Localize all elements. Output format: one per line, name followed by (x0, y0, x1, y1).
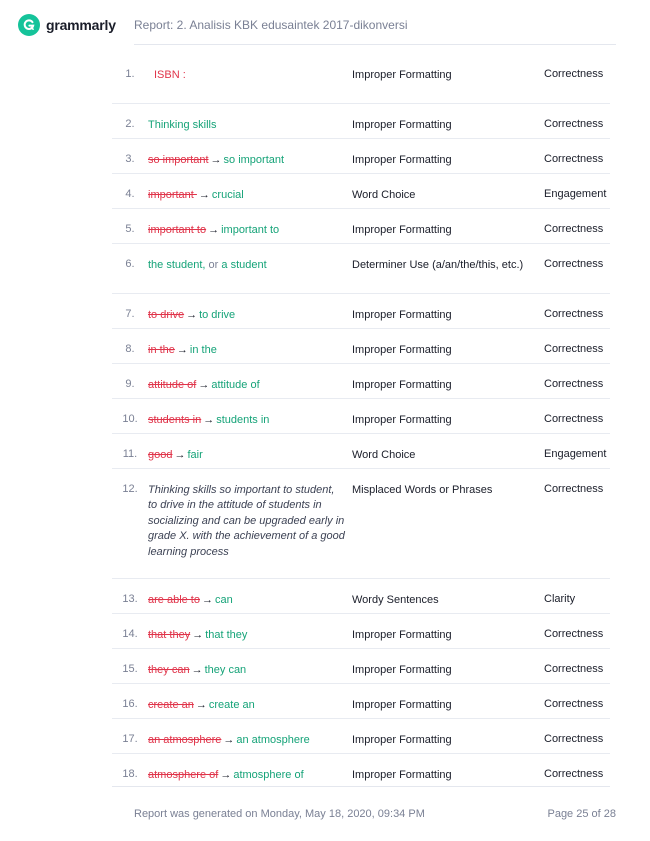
issue-type: Determiner Use (a/an/the/this, etc.) (352, 259, 524, 271)
table-row (112, 719, 610, 754)
issue-category: Engagement (544, 188, 607, 200)
inserted-text: crucial (211, 189, 244, 201)
row-number: 13. (122, 593, 138, 605)
suggestion-cell (148, 483, 352, 578)
table-row (112, 364, 610, 399)
issue-type: Improper Formatting (352, 699, 452, 711)
table-row (112, 329, 610, 364)
row-number: 14. (122, 628, 138, 640)
issue-type: Improper Formatting (352, 344, 452, 356)
issue-category: Correctness (544, 223, 604, 235)
issue-category: Correctness (544, 413, 604, 425)
arrow-icon: → (191, 664, 203, 676)
inserted-text: they can (204, 664, 247, 676)
row-number: 7. (125, 308, 135, 320)
issue-type: Word Choice (352, 449, 416, 461)
issue-category: Correctness (544, 378, 604, 390)
suggestion-cell (148, 118, 352, 138)
issue-category: Engagement (544, 448, 607, 460)
issue-category: Correctness (544, 343, 604, 355)
inserted-text: so important (223, 154, 285, 166)
arrow-icon: → (210, 154, 222, 166)
issue-type: Improper Formatting (352, 224, 452, 236)
issue-category: Correctness (544, 628, 604, 640)
row-number: 12. (122, 483, 138, 495)
flagged-sentence: Thinking skills so important to student, to drive in the attitude of students in socializing and can be upgraded early in grade X. with the achievement of a good learning process (148, 484, 345, 558)
original-text: ISBN : (154, 69, 186, 81)
suggestion-cell (148, 413, 352, 433)
arrow-icon: → (223, 734, 235, 746)
table-row (112, 434, 610, 469)
issue-type: Improper Formatting (352, 414, 452, 426)
issue-type: Improper Formatting (352, 119, 452, 131)
inserted-text: attitude of (211, 379, 260, 391)
table-row (112, 294, 610, 329)
table-row (112, 614, 610, 649)
issue-category: Clarity (544, 593, 576, 605)
arrow-icon: → (195, 699, 207, 711)
deleted-text: important (148, 189, 197, 201)
arrow-icon: → (208, 224, 220, 236)
issue-category: Correctness (544, 118, 604, 130)
row-number: 15. (122, 663, 138, 675)
deleted-text: students in (148, 414, 202, 426)
suggestion-cell (148, 223, 352, 243)
table-row (112, 209, 610, 244)
table-row (112, 104, 610, 139)
row-number: 11. (122, 448, 138, 460)
inserted-text: an atmosphere (236, 734, 310, 746)
issue-category: Correctness (544, 258, 604, 270)
deleted-text: in the (148, 344, 175, 356)
issue-category: Correctness (544, 733, 604, 745)
issue-category: Correctness (544, 663, 604, 675)
suggestions-table (112, 50, 610, 789)
row-number: 4. (125, 188, 135, 200)
issue-category: Correctness (544, 768, 604, 780)
arrow-icon: → (198, 379, 210, 391)
table-row (112, 579, 610, 614)
arrow-icon: → (192, 629, 204, 641)
suggestion-cell (148, 448, 352, 468)
suggestion-cell (148, 593, 352, 613)
issue-type: Improper Formatting (352, 309, 452, 321)
arrow-icon: → (186, 309, 198, 321)
suggestion-cell (148, 188, 352, 208)
table-row (112, 139, 610, 174)
deleted-text: that they (148, 629, 191, 641)
report-title: Report: 2. Analisis KBK edusaintek 2017-dikonversi (134, 18, 408, 32)
footer-divider (112, 786, 610, 787)
suggestion-cell (148, 663, 352, 683)
suggestion-cell (148, 378, 352, 398)
suggestion-cell (148, 258, 352, 293)
inserted-text: students in (216, 414, 270, 426)
issue-type: Word Choice (352, 189, 416, 201)
suggestion-cell (148, 153, 352, 173)
inserted-text: to drive (199, 309, 236, 321)
arrow-icon: → (176, 344, 188, 356)
deleted-text: an atmosphere (148, 734, 222, 746)
row-number: 5. (125, 223, 135, 235)
inserted-text: in the (189, 344, 217, 356)
suggestion-cell (148, 68, 352, 103)
arrow-icon: → (198, 189, 210, 201)
grammarly-logo (18, 14, 116, 36)
logo-wordmark: grammarly (46, 17, 116, 33)
row-number: 10. (122, 413, 138, 425)
suggestion-cell (148, 343, 352, 363)
issue-type: Improper Formatting (352, 69, 452, 81)
issue-category: Correctness (544, 483, 604, 495)
row-number: 1. (125, 68, 135, 80)
issue-type: Improper Formatting (352, 629, 452, 641)
suggestion-cell (148, 698, 352, 718)
inserted-text: Thinking skills (148, 119, 217, 131)
deleted-text: to drive (148, 309, 185, 321)
issue-type: Improper Formatting (352, 664, 452, 676)
table-row (112, 684, 610, 719)
issue-category: Correctness (544, 153, 604, 165)
issue-category: Correctness (544, 698, 604, 710)
deleted-text: they can (148, 664, 190, 676)
inserted-text: can (214, 594, 233, 606)
deleted-text: atmosphere of (148, 769, 219, 781)
issue-type: Improper Formatting (352, 769, 452, 781)
table-row (112, 244, 610, 294)
table-row (112, 469, 610, 579)
table-row (112, 754, 610, 789)
row-number: 2. (125, 118, 135, 130)
suggestion-cell (148, 733, 352, 753)
deleted-text: create an (148, 699, 194, 711)
inserted-text: fair (187, 449, 203, 461)
deleted-text: so important (148, 154, 209, 166)
deleted-text: good (148, 449, 173, 461)
row-number: 9. (125, 378, 135, 390)
or-separator: or (205, 259, 222, 271)
issue-type: Improper Formatting (352, 154, 452, 166)
arrow-icon: → (203, 414, 215, 426)
inserted-text: atmosphere of (233, 769, 304, 781)
issue-type: Improper Formatting (352, 734, 452, 746)
table-row (112, 50, 610, 104)
row-number: 8. (125, 343, 135, 355)
report-generated-date: Report was generated on Monday, May 18, 2020, 09:34 PM (134, 808, 425, 820)
table-row (112, 649, 610, 684)
issue-type: Misplaced Words or Phrases (352, 484, 493, 496)
arrow-icon: → (201, 594, 213, 606)
table-row (112, 399, 610, 434)
arrow-icon: → (174, 449, 186, 461)
issue-type: Improper Formatting (352, 379, 452, 391)
suggestion-cell (148, 308, 352, 328)
inserted-text: important to (221, 224, 280, 236)
row-number: 18. (122, 768, 138, 780)
page-number: Page 25 of 28 (547, 808, 616, 820)
row-number: 6. (125, 258, 135, 270)
deleted-text: are able to (148, 594, 200, 606)
table-row (112, 174, 610, 209)
grammarly-g-icon (18, 14, 40, 36)
issue-category: Correctness (544, 308, 604, 320)
row-number: 17. (122, 733, 138, 745)
inserted-text: that they (205, 629, 248, 641)
row-number: 16. (122, 698, 138, 710)
arrow-icon: → (220, 769, 232, 781)
issue-category: Correctness (544, 68, 604, 80)
suggestion-cell (148, 628, 352, 648)
alternative-text: the student, (148, 259, 206, 271)
row-number: 3. (125, 153, 135, 165)
inserted-text: create an (208, 699, 255, 711)
alternative-text: a student (221, 259, 267, 271)
issue-type: Wordy Sentences (352, 594, 439, 606)
deleted-text: attitude of (148, 379, 197, 391)
header-divider (134, 44, 616, 45)
deleted-text: important to (148, 224, 207, 236)
